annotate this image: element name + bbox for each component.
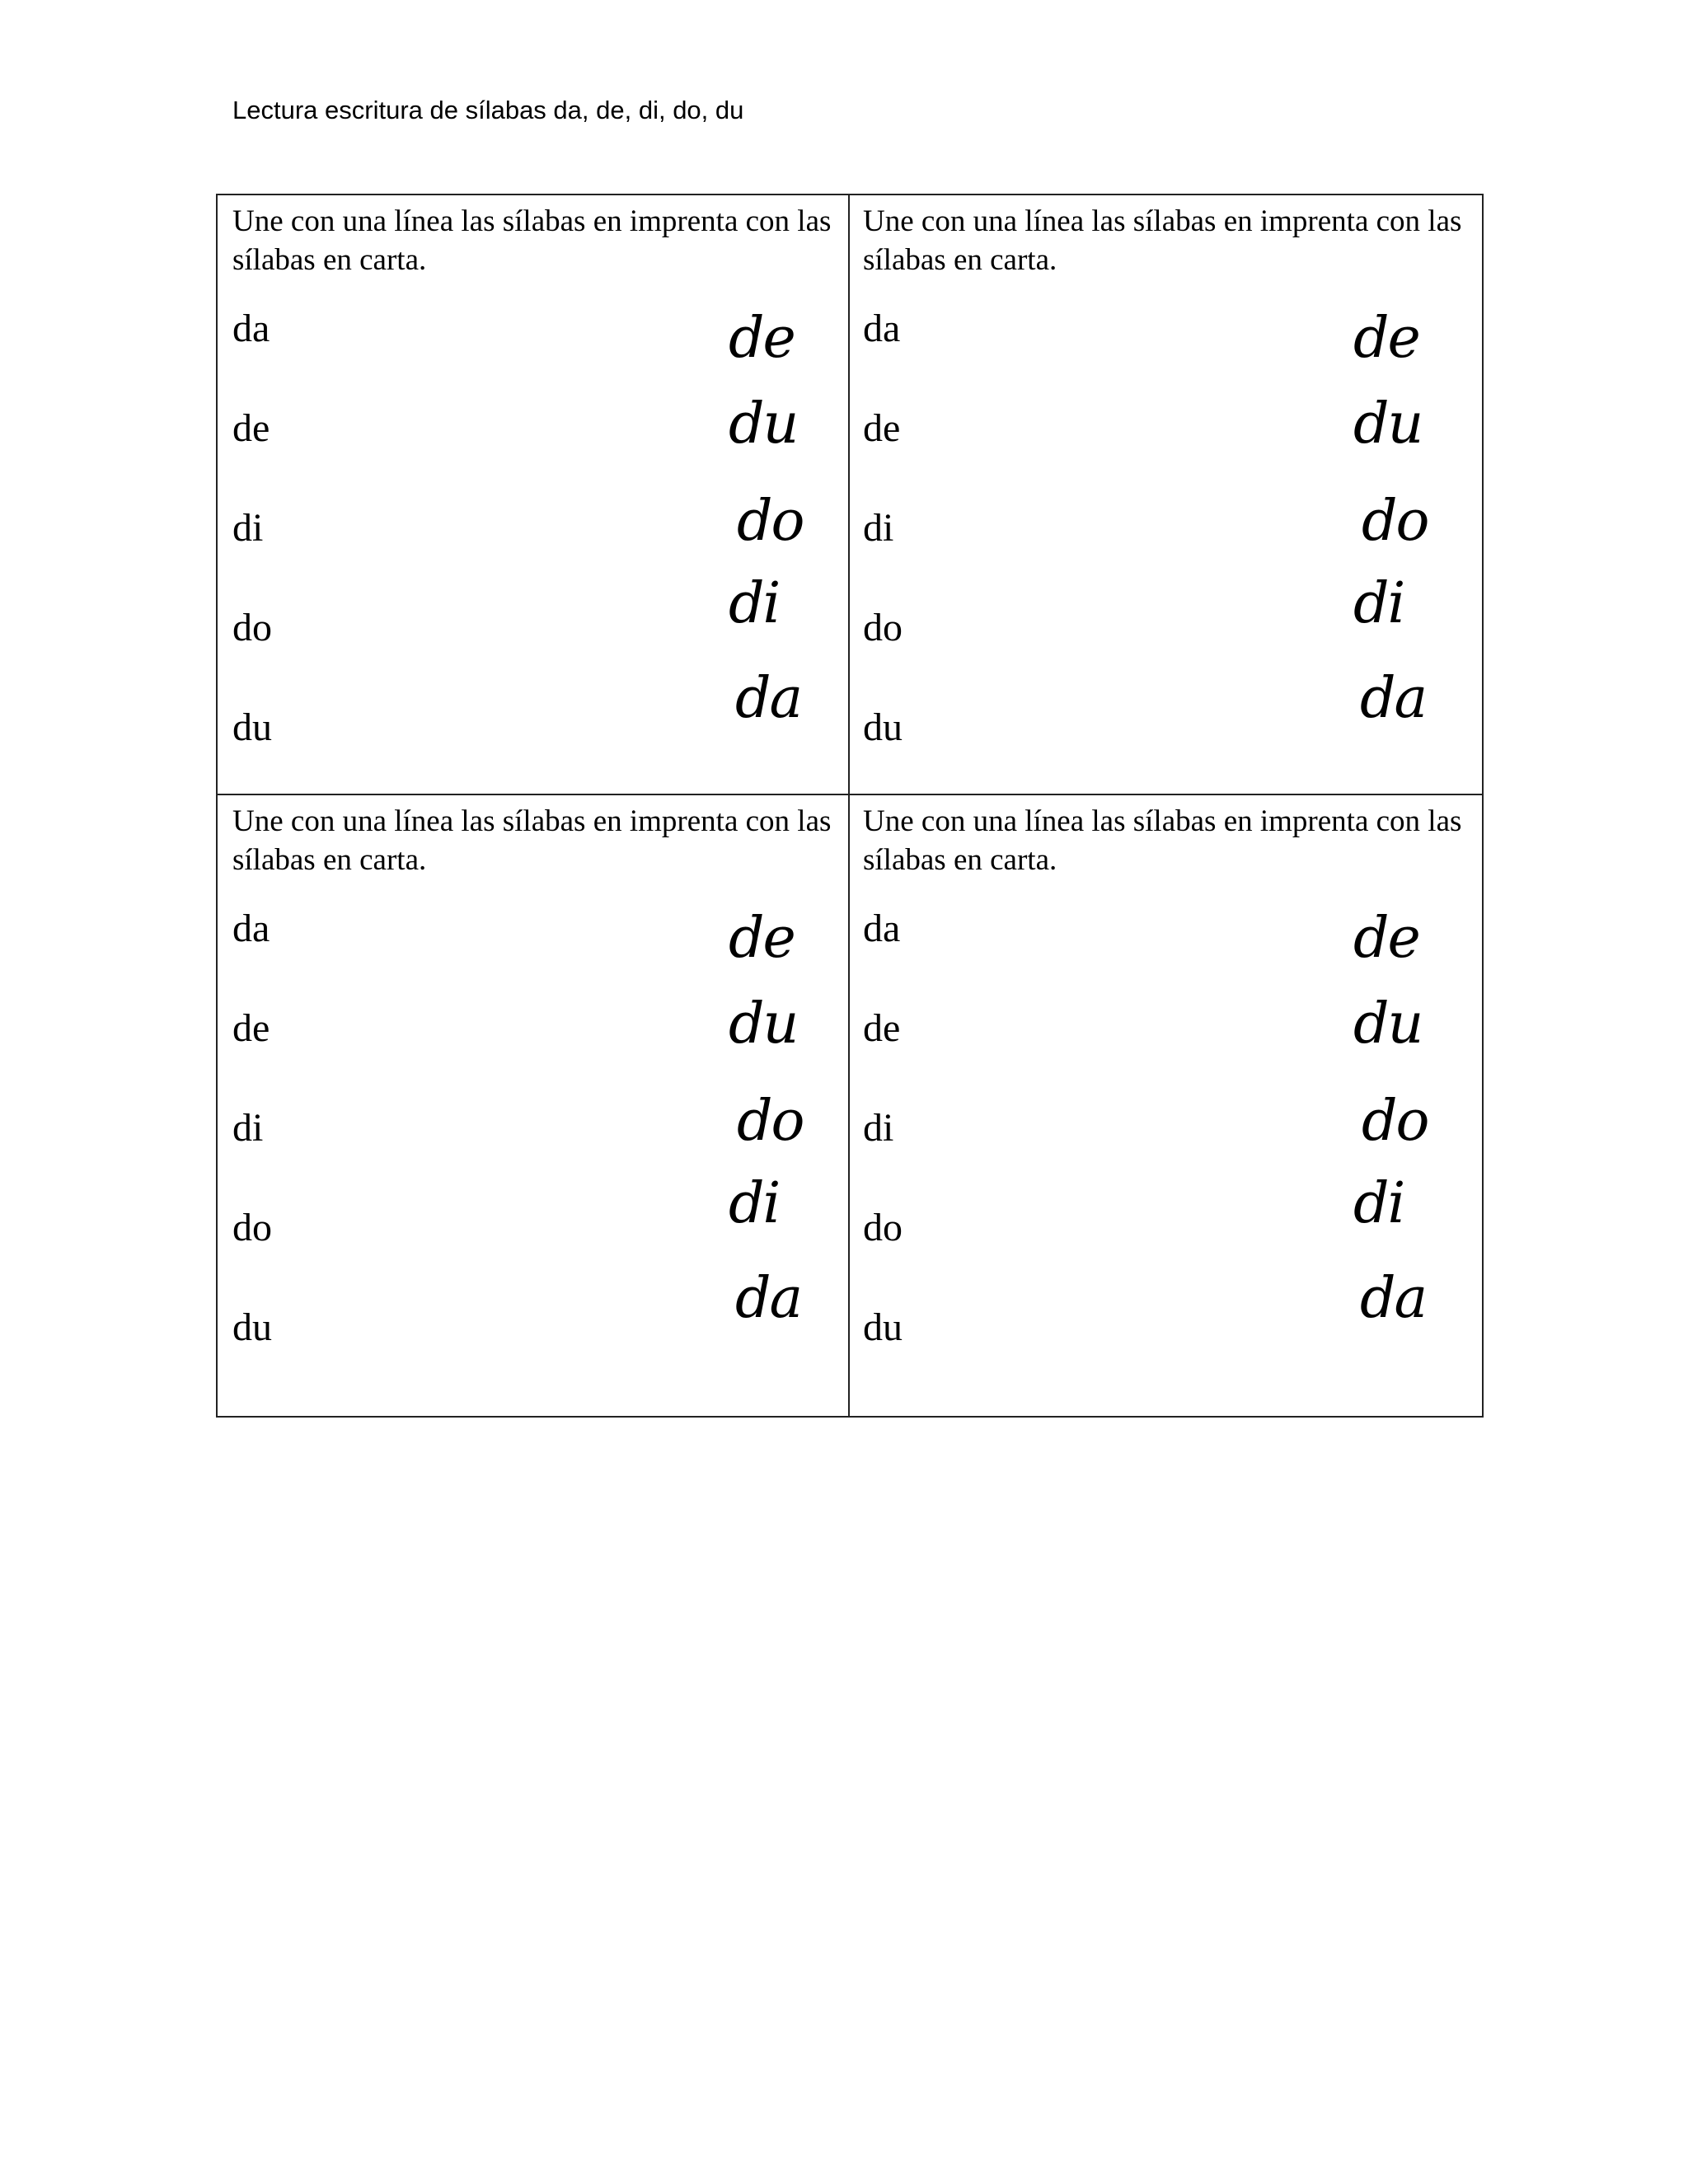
worksheet-grid bbox=[216, 194, 1484, 1418]
exercise-instruction: Une con una línea las sílabas en imprenta con las sílabas en carta. bbox=[863, 804, 1462, 877]
cursive-syllable-column bbox=[729, 306, 840, 757]
cursive-syllable: de bbox=[729, 906, 795, 971]
print-syllable: da bbox=[863, 307, 901, 350]
exercise-instruction: Une con una línea las sílabas en imprenta con las sílabas en carta. bbox=[232, 804, 832, 877]
cursive-syllable: di bbox=[1353, 571, 1404, 636]
print-syllable: di bbox=[863, 506, 894, 550]
exercise-cell-top-left bbox=[218, 195, 848, 794]
print-syllable-column bbox=[232, 909, 331, 1408]
cursive-syllable: de bbox=[1353, 906, 1419, 971]
print-syllable: do bbox=[232, 1206, 272, 1249]
cursive-syllable-column bbox=[729, 906, 840, 1357]
cursive-syllable: di bbox=[729, 571, 780, 636]
exercise-instruction: Une con una línea las sílabas en imprenta con las sílabas en carta. bbox=[863, 204, 1462, 277]
print-syllable: da bbox=[863, 907, 901, 950]
print-syllable: di bbox=[232, 506, 264, 550]
cursive-syllable-column bbox=[1353, 306, 1465, 757]
cursive-syllable: do bbox=[1362, 489, 1428, 554]
cursive-syllable: do bbox=[1362, 1089, 1428, 1154]
print-syllable: de bbox=[863, 1006, 901, 1050]
print-syllable-column bbox=[232, 309, 331, 808]
exercise-cell-bottom-right bbox=[850, 795, 1480, 1418]
cursive-syllable: di bbox=[1353, 1171, 1404, 1236]
print-syllable: du bbox=[232, 705, 272, 749]
print-syllable: di bbox=[232, 1106, 264, 1150]
print-syllable: du bbox=[232, 1305, 272, 1349]
print-syllable: de bbox=[863, 406, 901, 450]
print-syllable: da bbox=[232, 307, 270, 350]
print-syllable: du bbox=[863, 705, 903, 749]
print-syllable: do bbox=[863, 606, 903, 649]
exercise-cell-top-right bbox=[850, 195, 1480, 794]
print-syllable: do bbox=[863, 1206, 903, 1249]
cursive-syllable: de bbox=[729, 306, 795, 371]
cursive-syllable: do bbox=[737, 1089, 804, 1154]
print-syllable: de bbox=[232, 1006, 270, 1050]
cursive-syllable: da bbox=[735, 666, 802, 731]
cursive-syllable: du bbox=[1353, 991, 1423, 1057]
cursive-syllable: de bbox=[1353, 306, 1419, 371]
cursive-syllable: da bbox=[1360, 1266, 1427, 1331]
cursive-syllable: da bbox=[735, 1266, 802, 1331]
cursive-syllable: da bbox=[1360, 666, 1427, 731]
cursive-syllable: du bbox=[1353, 391, 1423, 457]
print-syllable: da bbox=[232, 907, 270, 950]
print-syllable: de bbox=[232, 406, 270, 450]
print-syllable-column bbox=[863, 309, 962, 808]
print-syllable: di bbox=[863, 1106, 894, 1150]
cursive-syllable: du bbox=[729, 991, 798, 1057]
exercise-instruction: Une con una línea las sílabas en imprenta con las sílabas en carta. bbox=[232, 204, 832, 277]
cursive-syllable: do bbox=[737, 489, 804, 554]
page-title: Lectura escritura de sílabas da, de, di, do, du bbox=[232, 96, 744, 124]
cursive-syllable-column bbox=[1353, 906, 1465, 1357]
cursive-syllable: di bbox=[729, 1171, 780, 1236]
cursive-syllable: du bbox=[729, 391, 798, 457]
print-syllable: du bbox=[863, 1305, 903, 1349]
exercise-cell-bottom-left bbox=[218, 795, 848, 1418]
print-syllable: do bbox=[232, 606, 272, 649]
print-syllable-column bbox=[863, 909, 962, 1408]
